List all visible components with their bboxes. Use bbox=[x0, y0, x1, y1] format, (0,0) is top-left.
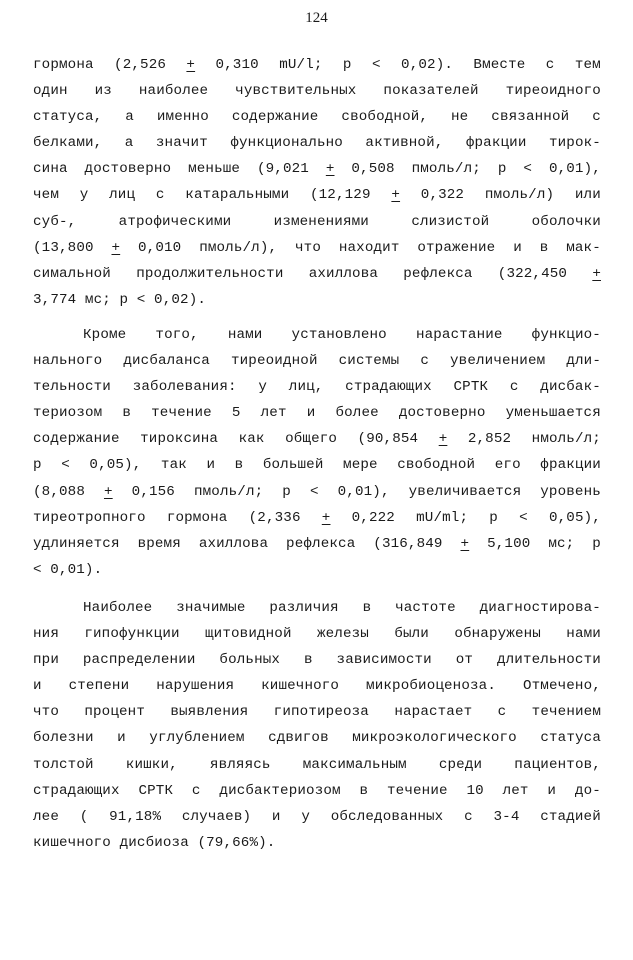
text-line bbox=[33, 673, 601, 699]
word: частоте bbox=[395, 600, 456, 616]
word: p bbox=[497, 161, 507, 178]
word: дисбактериозом bbox=[219, 782, 341, 799]
word: пмоль/л; bbox=[411, 161, 481, 178]
word: 2,852 bbox=[467, 431, 512, 448]
text-line bbox=[33, 699, 601, 725]
word: а bbox=[125, 109, 134, 126]
word: от bbox=[455, 652, 474, 669]
plus-minus-sign: + bbox=[103, 483, 113, 500]
word: лее bbox=[33, 808, 59, 825]
word: и bbox=[547, 782, 557, 799]
word: нарушения bbox=[156, 678, 235, 695]
word: нами bbox=[227, 327, 263, 343]
word: нмоль/л; bbox=[531, 431, 601, 448]
word: связанной bbox=[491, 109, 570, 126]
plus-minus-sign: + bbox=[438, 431, 448, 448]
word: суб-, bbox=[33, 213, 77, 230]
word: 5 bbox=[231, 405, 241, 422]
text-line bbox=[33, 374, 601, 400]
word: (322,450 bbox=[497, 265, 568, 282]
word: наиболее bbox=[138, 83, 209, 100]
text-line bbox=[33, 209, 601, 235]
word: и bbox=[33, 678, 42, 695]
word: содержание bbox=[33, 431, 120, 448]
word: тиреоидной bbox=[230, 353, 318, 370]
word: время bbox=[137, 535, 181, 552]
word: тиреотропного bbox=[33, 509, 146, 526]
word: находит bbox=[338, 239, 400, 256]
word: ахиллова bbox=[308, 265, 379, 282]
word: изменениями bbox=[273, 213, 369, 230]
text-line bbox=[33, 531, 601, 557]
word: белками, bbox=[33, 135, 103, 152]
word: у bbox=[258, 379, 268, 396]
word: показателей bbox=[383, 83, 479, 100]
word: Отмечено, bbox=[522, 678, 601, 695]
text-line bbox=[33, 426, 601, 452]
word: продолжительности bbox=[136, 265, 284, 282]
word: свободной bbox=[397, 457, 476, 474]
text-line bbox=[33, 182, 601, 208]
word: ния bbox=[33, 626, 59, 643]
word: увеличением bbox=[450, 353, 546, 370]
word: < bbox=[519, 509, 528, 526]
text-line bbox=[33, 452, 601, 478]
word: 0,310 bbox=[215, 57, 259, 73]
plus-minus-sign: + bbox=[111, 239, 121, 256]
word: что bbox=[33, 704, 59, 721]
text-line bbox=[33, 235, 601, 261]
word: как bbox=[238, 431, 265, 448]
word: увеличивается bbox=[408, 483, 522, 500]
word: (316,849 bbox=[373, 535, 443, 552]
word: 0,508 bbox=[351, 161, 395, 178]
word: один bbox=[33, 83, 68, 100]
word: лиц bbox=[109, 187, 136, 204]
word: достоверно bbox=[84, 161, 172, 178]
word: (79,66%). bbox=[197, 834, 276, 851]
text-line bbox=[33, 287, 601, 313]
word: большей bbox=[262, 457, 324, 474]
word: гормона bbox=[166, 509, 228, 526]
word: 0,322 bbox=[420, 187, 465, 204]
word: ахиллова bbox=[198, 535, 269, 552]
word: дисбак- bbox=[540, 379, 601, 396]
text-line bbox=[33, 647, 601, 673]
word: 0,010 bbox=[138, 239, 182, 256]
word: из bbox=[94, 83, 112, 100]
word: или bbox=[574, 187, 601, 204]
word: процент bbox=[84, 704, 145, 721]
word: в bbox=[539, 239, 549, 256]
text-line bbox=[33, 78, 601, 104]
text-line bbox=[33, 52, 601, 78]
word: симальной bbox=[33, 265, 111, 282]
word: и bbox=[206, 457, 216, 474]
word: у bbox=[301, 808, 310, 825]
word: гипофункции bbox=[84, 626, 180, 643]
word: дисбиоза bbox=[119, 834, 189, 851]
word: мак- bbox=[566, 239, 601, 256]
word: диагностирова- bbox=[479, 600, 601, 616]
text-line bbox=[33, 830, 601, 856]
word: отражение bbox=[417, 239, 496, 256]
word: тельности bbox=[33, 379, 111, 396]
word: свободной, bbox=[341, 109, 429, 126]
word: лиц, bbox=[288, 379, 324, 396]
word: уменьшается bbox=[505, 405, 601, 422]
word: что bbox=[295, 239, 322, 256]
word: кишечного bbox=[261, 678, 340, 695]
word: железы bbox=[316, 626, 369, 643]
word: мс; bbox=[84, 291, 111, 308]
word: и bbox=[117, 730, 126, 747]
word: системы bbox=[338, 353, 400, 370]
word: нами bbox=[566, 626, 601, 643]
text-line bbox=[33, 725, 601, 751]
word: Вместе bbox=[473, 57, 526, 73]
word: статуса bbox=[540, 730, 601, 747]
text-line bbox=[33, 348, 601, 374]
word: (8,088 bbox=[33, 483, 85, 500]
text-line bbox=[33, 104, 601, 130]
text-line bbox=[33, 778, 601, 804]
plus-minus-sign: + bbox=[460, 535, 470, 552]
word: 0,01), bbox=[337, 483, 390, 500]
plus-minus-sign: + bbox=[186, 57, 196, 73]
word: 0,05), bbox=[548, 509, 601, 526]
word: 3,774 bbox=[33, 291, 77, 308]
word: 0,222 bbox=[351, 509, 395, 526]
word: пмоль/л; bbox=[193, 483, 264, 500]
word: < bbox=[33, 561, 42, 578]
word: тирок- bbox=[548, 135, 601, 152]
word: < bbox=[523, 161, 533, 178]
word: случаев) bbox=[181, 808, 252, 825]
text-line bbox=[33, 595, 601, 621]
word: 0,02). bbox=[154, 291, 207, 308]
word: 91,18% bbox=[109, 808, 162, 825]
word: СРТК bbox=[138, 782, 174, 799]
word: < bbox=[309, 483, 319, 500]
word: не bbox=[451, 109, 469, 126]
word: фракции bbox=[540, 457, 601, 474]
paragraph-2 bbox=[33, 322, 601, 583]
word: течением bbox=[531, 704, 601, 721]
word: гормона bbox=[33, 57, 94, 73]
word: тем bbox=[574, 57, 601, 73]
word: выявления bbox=[170, 704, 249, 721]
word: удлиняется bbox=[33, 535, 120, 552]
word: фракции bbox=[465, 135, 527, 152]
word: с bbox=[509, 379, 519, 396]
word: значит bbox=[155, 135, 208, 152]
word: (2,336 bbox=[248, 509, 301, 526]
word: стадией bbox=[540, 808, 601, 825]
word: (90,854 bbox=[357, 431, 419, 448]
word: < bbox=[136, 291, 146, 308]
word: заболевания: bbox=[132, 379, 237, 396]
word: содержание bbox=[231, 109, 319, 126]
plus-minus-sign: + bbox=[592, 265, 601, 282]
word: атрофическими bbox=[118, 213, 232, 230]
word: тироксина bbox=[140, 431, 219, 448]
word: при bbox=[33, 652, 59, 669]
word: в bbox=[359, 782, 369, 799]
paragraph-1 bbox=[33, 52, 601, 313]
text-line bbox=[33, 804, 601, 830]
word: болезни bbox=[33, 730, 94, 747]
word: мс; bbox=[548, 535, 575, 552]
word: микроэкологического bbox=[352, 730, 517, 747]
word: меньше bbox=[188, 161, 241, 178]
text-line bbox=[33, 261, 601, 287]
word: уровень bbox=[540, 483, 601, 500]
word: рефлекса bbox=[286, 535, 356, 552]
word: СРТК bbox=[453, 379, 489, 396]
word: 5,100 bbox=[487, 535, 531, 552]
word: функцио- bbox=[531, 327, 601, 343]
word: Кроме bbox=[83, 327, 127, 343]
plus-minus-sign: + bbox=[321, 509, 331, 526]
word: ( bbox=[79, 808, 89, 825]
word: (13,800 bbox=[33, 239, 94, 256]
word: пациентов, bbox=[514, 756, 601, 773]
word: лет bbox=[260, 405, 287, 422]
paragraph-3 bbox=[33, 595, 601, 856]
word: распределении bbox=[82, 652, 196, 669]
word: оболочки bbox=[531, 213, 601, 230]
word: сина bbox=[33, 161, 68, 178]
word: активной, bbox=[365, 135, 444, 152]
word: у bbox=[79, 187, 89, 204]
text-line bbox=[33, 479, 601, 505]
word: больных bbox=[219, 652, 281, 669]
word: микробиоценоза. bbox=[366, 678, 497, 695]
text-line bbox=[33, 322, 601, 348]
word: а bbox=[124, 135, 134, 152]
word: гипотиреоза bbox=[273, 704, 369, 721]
word: толстой bbox=[33, 756, 94, 773]
word: зависимости bbox=[336, 652, 432, 669]
word: и bbox=[513, 239, 522, 256]
word: среди bbox=[438, 756, 483, 773]
word: 3-4 bbox=[493, 808, 520, 825]
word: < bbox=[61, 457, 70, 474]
word: рефлекса bbox=[403, 265, 473, 282]
word: mU/l; bbox=[279, 57, 323, 73]
word: функционально bbox=[230, 135, 343, 152]
word: дли- bbox=[566, 353, 601, 370]
text-line bbox=[33, 557, 601, 583]
word: пмоль/л), bbox=[199, 239, 278, 256]
word: щитовидной bbox=[205, 626, 292, 643]
word: общего bbox=[285, 431, 338, 448]
plus-minus-sign: + bbox=[325, 161, 335, 178]
word: максимальным bbox=[302, 756, 407, 773]
word: чем bbox=[33, 187, 59, 204]
word: нального bbox=[33, 353, 103, 370]
text-line bbox=[33, 752, 601, 778]
word: степени bbox=[68, 678, 130, 695]
word: сдвигов bbox=[268, 730, 329, 747]
text-line bbox=[33, 505, 601, 531]
word: с bbox=[497, 704, 507, 721]
word: < bbox=[371, 57, 381, 73]
word: тиреоидного bbox=[505, 83, 601, 100]
word: 0,156 bbox=[131, 483, 175, 500]
word: страдающих bbox=[345, 379, 432, 396]
text-line bbox=[33, 156, 601, 182]
word: его bbox=[494, 457, 521, 474]
word: обнаружены bbox=[454, 626, 541, 643]
word: лет bbox=[502, 782, 529, 799]
word: течение bbox=[387, 782, 448, 799]
word: p bbox=[592, 535, 601, 552]
word: с bbox=[155, 187, 165, 204]
word: того, bbox=[155, 327, 199, 343]
word: p bbox=[282, 483, 291, 500]
word: и bbox=[306, 405, 316, 422]
word: в bbox=[362, 600, 372, 616]
word: 0,05), bbox=[89, 457, 142, 474]
word: нарастает bbox=[394, 704, 473, 721]
text-line bbox=[33, 621, 601, 647]
word: с bbox=[420, 353, 429, 370]
word: мере bbox=[343, 457, 378, 474]
word: p bbox=[119, 291, 129, 308]
word: Наиболее bbox=[83, 600, 153, 616]
word: p bbox=[33, 457, 42, 474]
word: различия bbox=[269, 600, 339, 616]
word: пмоль/л) bbox=[484, 187, 555, 204]
word: были bbox=[394, 626, 429, 643]
word: (12,129 bbox=[309, 187, 371, 204]
word: именно bbox=[156, 109, 209, 126]
word: кишечного bbox=[33, 834, 111, 851]
word: с bbox=[191, 782, 201, 799]
word: установлено bbox=[291, 327, 387, 343]
word: с bbox=[545, 57, 555, 73]
word: более bbox=[335, 405, 379, 422]
word: слизистой bbox=[411, 213, 490, 230]
word: с bbox=[592, 109, 601, 126]
word: в bbox=[234, 457, 244, 474]
word: обследованных bbox=[330, 808, 444, 825]
plus-minus-sign: + bbox=[391, 187, 401, 204]
word: достоверно bbox=[398, 405, 486, 422]
word: и bbox=[271, 808, 281, 825]
text-line bbox=[33, 400, 601, 426]
word: (2,526 bbox=[114, 57, 167, 73]
word: нарастание bbox=[415, 327, 503, 343]
word: 0,02). bbox=[401, 57, 454, 73]
word: значимые bbox=[176, 600, 246, 616]
word: 0,01), bbox=[548, 161, 601, 178]
word: кишки, bbox=[125, 756, 178, 773]
word: чувствительных bbox=[235, 83, 357, 100]
word: углублением bbox=[149, 730, 245, 747]
word: являясь bbox=[209, 756, 271, 773]
word: p bbox=[489, 509, 498, 526]
word: в bbox=[303, 652, 313, 669]
word: p bbox=[342, 57, 352, 73]
text-line bbox=[33, 130, 601, 156]
word: так bbox=[160, 457, 187, 474]
word: териозом bbox=[33, 405, 103, 422]
word: с bbox=[464, 808, 473, 825]
word: в bbox=[122, 405, 132, 422]
word: катаральными bbox=[185, 187, 290, 204]
word: 10 bbox=[466, 782, 484, 799]
word: страдающих bbox=[33, 782, 120, 799]
word: течение bbox=[151, 405, 212, 422]
word: mU/ml; bbox=[416, 509, 469, 526]
page-number: 124 bbox=[305, 10, 328, 26]
word: статуса, bbox=[33, 109, 103, 126]
word: до- bbox=[574, 782, 601, 799]
word: (9,021 bbox=[256, 161, 309, 178]
word: дисбаланса bbox=[123, 353, 210, 370]
word: длительности bbox=[496, 652, 601, 669]
word: 0,01). bbox=[50, 561, 103, 578]
